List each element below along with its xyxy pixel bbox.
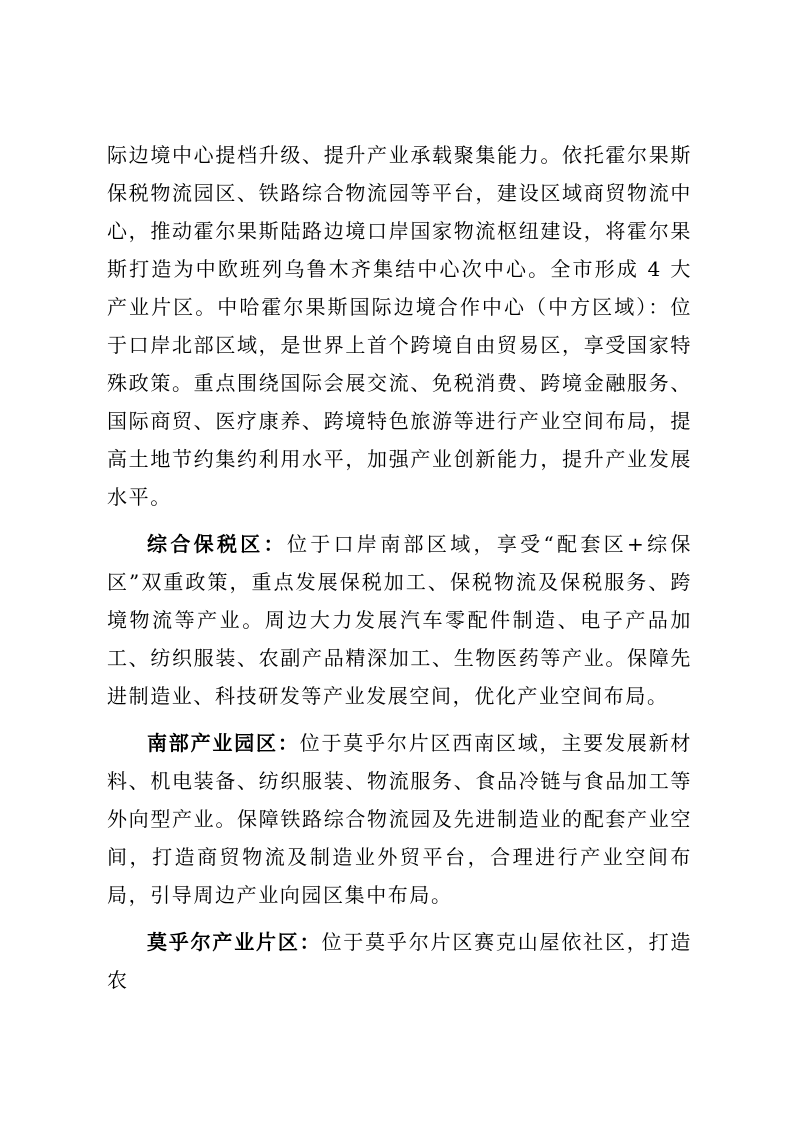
paragraph-heading: 南部产业园区：: [147, 731, 300, 755]
paragraph-bonded-zone: [107, 525, 692, 715]
paragraph-body: 际边境中心提档升级、提升产业承载聚集能力。依托霍尔果斯保税物流园区、铁路综合物流园等平台，建设区域商贸物流中心，推动霍尔果斯陆路边境口岸国家物流枢纽建设，将霍尔果斯打造为中欧班列乌鲁木齐集结中心次中心。全市形成 4 大产业片区。中哈霍尔果斯国际边境合作中心（中方区域）：位于口岸北部区域，是世界上首个跨境自由贸易区，享受国家特殊政策。重点围绕国际会展交流、免税消费、跨境金融服务、国际商贸、医疗康养、跨境特色旅游等进行产业空间布局，提高土地节约集约利用水平，加强产业创新能力，提升产业发展水平。: [107, 143, 692, 509]
paragraph-mohuer-industrial-zone: [107, 923, 692, 999]
paragraph-southern-industrial-park: [107, 724, 692, 914]
document-page: [107, 136, 692, 999]
paragraph-continuation: [107, 136, 692, 516]
paragraph-body: 位于莫乎尔片区西南区域，主要发展新材料、机电装备、纺织服装、物流服务、食品冷链与食品加工等外向型产业。保障铁路综合物流园及先进制造业的配套产业空间，打造商贸物流及制造业外贸平台，合理进行产业空间布局，引导周边产业向园区集中布局。: [107, 731, 692, 907]
paragraph-heading: 莫乎尔产业片区：: [147, 930, 322, 954]
paragraph-heading: 综合保税区：: [147, 532, 287, 556]
paragraph-body: 位于口岸南部区域，享受“配套区+综保区”双重政策，重点发展保税加工、保税物流及保税服务、跨境物流等产业。周边大力发展汽车零配件制造、电子产品加工、纺织服装、农副产品精深加工、生物医药等产业。保障先进制造业、科技研发等产业发展空间，优化产业空间布局。: [107, 532, 692, 708]
paragraph-body: 位于莫乎尔片区赛克山屋依社区，打造农: [107, 930, 692, 992]
